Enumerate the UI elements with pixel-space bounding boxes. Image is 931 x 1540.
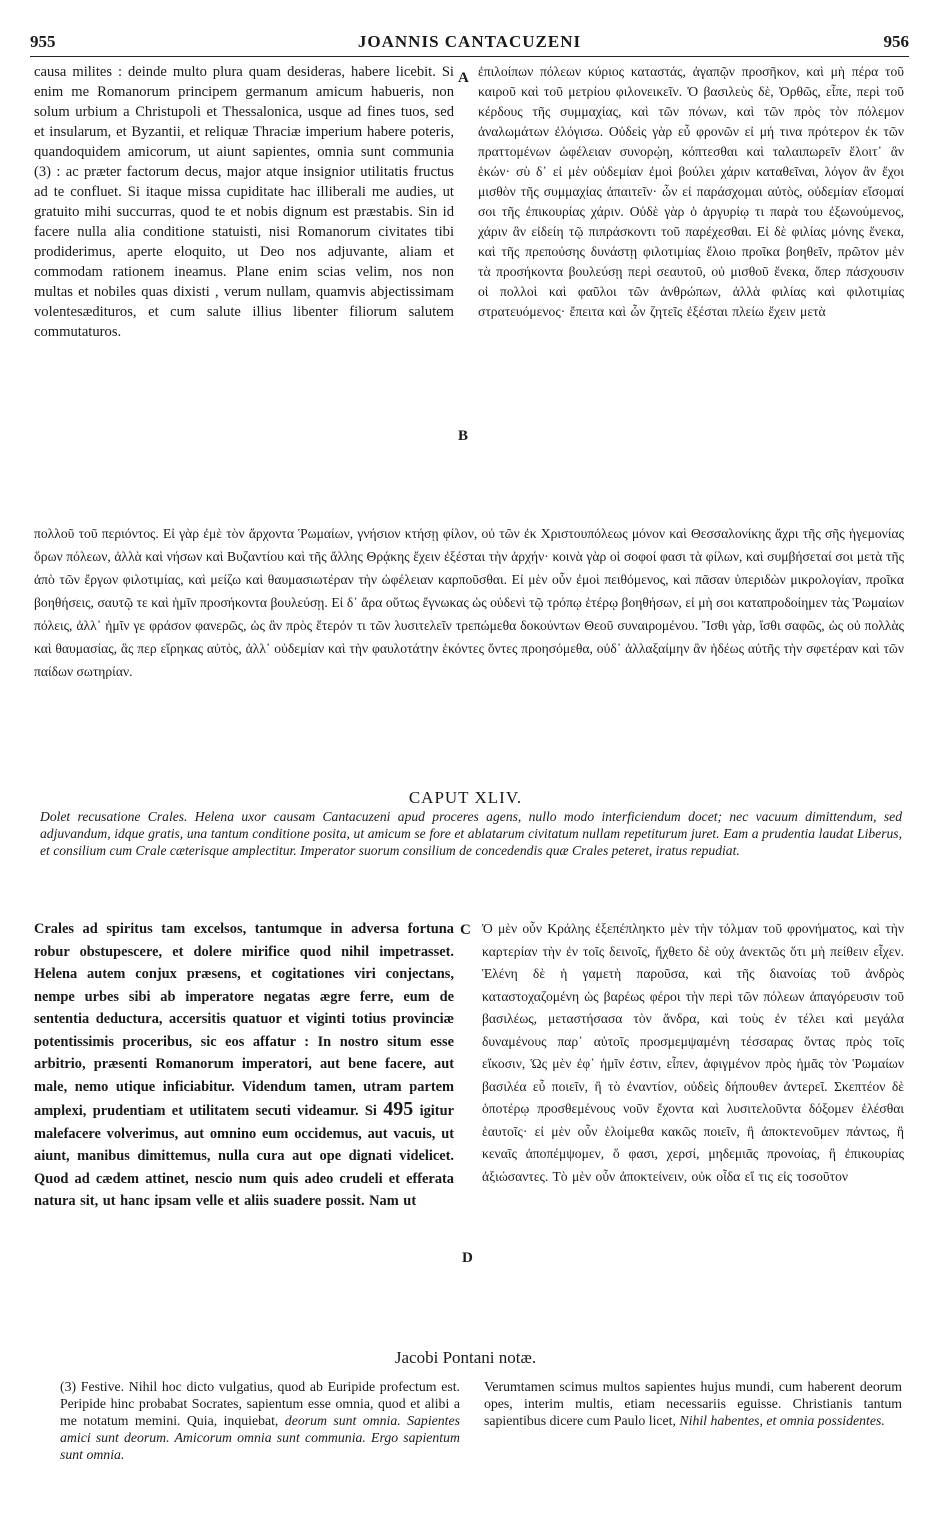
latin-column-bottom bbox=[34, 918, 454, 1213]
footnote-right-italic: Nihil habentes, et omnia possidentes. bbox=[679, 1413, 885, 1428]
greek-text-bottom: Ὁ μὲν οὖν Κράλης ἐξεπέπληκτο μὲν τὴν τόλμαν τοῦ φρονήματος, καὶ τὴν καρτερίαν τὴν ἐν τοῖς δεινοῖς, ἤχθετο δὲ οὐχ ἀνεκτῶς ὅτι μὴ πείθειν εἶχεν. Ἑλένη δὲ ἡ γαμετὴ παροῦσα, καὶ τῆς διανοίας τοῦ ἀνδρὸς καταστοχαζομένη ὡς βαρέως φέροι τὴν περὶ τῶν πόλεων ἀπαγόρευσιν τοῦ βασιλέως, μεταστήσασα τὸν ἄνδρα, καὶ τοὺς ἐν τέλει καὶ μεγάλα δυναμένους παρ᾽ αὐτοῖς προσμεμψαμένη τέσσαρας ὄντας πρὸς τοῖς εἴκοσιν, Ὡς μὲν ἐφ᾽ ἡμῖν ἐστιν, εἶπεν, ἀφιγμένον πρὸς ἡμᾶς τὸν Ῥωμαίων βασιλέα εὖ ποιεῖν, ἢ τὸ ἐναντίον, οὐδεὶς δήπουθεν ἀντερεῖ. Σκεπτέον δὲ ὁποτέρῳ προσθεμένους νοῦν ἔχοντα καὶ λυσιτελοῦντα δόξομεν ἑλέσθαι ἑαυτοῖς· εἰ μὲν οὖν ἑλοίμεθα κακῶς ποιεῖν, ἢ ἀποκτενοῦμεν πάντως, ἢ κεναῖς ἀποπέμψομεν, ὅ φασι, χερσί, μηδεμιᾶς προνοίας, ἢ ἐπικουρίας ἀξιώσαντες. Τὸ μὲν οὖν ἀποκτείνειν, οὐκ οἶδα εἴ τις εἰς τοσοῦτον bbox=[482, 921, 904, 1184]
greek-column-bottom bbox=[482, 918, 904, 1188]
footnote-left-text: (3) Festive. Nihil hoc dicto vulgatius, quod ab Euripide profectum est. Peripide hinc probabat Socrates, sapientum esse omnia, quod et alibi a me notatum memini. Quia, inquiebat, bbox=[60, 1379, 460, 1428]
notes-heading: Jacobi Pontani notæ. bbox=[394, 1348, 537, 1367]
greek-full-width-text: πολλοῦ τοῦ περιόντος. Εἰ γὰρ ἐμὲ τὸν ἄρχοντα Ῥωμαίων, γνήσιον κτήσῃ φίλον, οὐ τῶν ἐκ Χριστουπόλεως μόνον καὶ Θεσσαλονίκης ἄχρι τῆς σῆς ἡγεμονίας ὅρων πόλεων, ἀλλὰ καὶ νήσων καὶ Βυζαντίου καὶ τῆς ἄλλης Θρᾴκης ἔχειν ἐξέσται τὴν ἀρχήν· κοινὰ γὰρ οἱ σοφοί φασι τὰ φίλων, καὶ συμβήσεταί σοι μετὰ τῆς ἀπὸ τῶν ἔργων φιλοτιμίας, καὶ μείζω καὶ θαυμασιωτέραν τὴν ὠφέλειαν καρποῦσθαι. Εἰ μὲν οὖν ἐμοὶ πειθόμενος, καὶ πᾶσαν ὑπεριδὼν μικρολογίαν, προῖκα βοηθήσεις, σαυτῷ τε καὶ ἡμῖν προσήκοντα βουλεύσῃ. Εἰ δ᾽ ἄρα οὕτως ἔγνωκας ὡς οὐδενὶ τῷ τρόπῳ ἑτέρῳ βοηθήσων, εἰ μὴ σοι καταπροδοίημεν τὰς Ῥωμαίων πόλεις, ἀλλ᾽ ἡμῖν γε φράσον φανερῶς, ὡς ἂν πρὸς ἕτερόν τι τῶν λυσιτελεῖν τρεπώμεθα δοκούντων Θεοῦ συναιρομένου. Ἴσθι γὰρ, ἴσθι σαφῶς, ὡς οὐ πολλὰς καὶ θαυμασίας, ἃς περ εἴρηκας αὐτὸς, ἀλλ᾽ οὐδεμίαν καὶ τὴν φαυλοτάτην ἑκόντες ὄντες προησόμεθα, οὐδ᾽ ἀλλαξαίμην ἂν ἡδέως αὐτῆς τὴν σφετέραν καὶ τῶν παίδων σωτηρίαν. bbox=[34, 526, 904, 679]
edition-page-number: 495 bbox=[383, 1098, 414, 1120]
page-header bbox=[30, 30, 909, 57]
footnote-left-italic: deorum sunt omnia. Sapientes amici sunt deorum. Amicorum omnia sunt communia. Ergo sapientum sunt omnia. bbox=[60, 1413, 460, 1462]
greek-column-top bbox=[478, 62, 904, 322]
section-marker-c: C bbox=[460, 922, 471, 938]
chapter-heading: CAPUT XLIV. bbox=[408, 788, 523, 807]
section-marker-d: D bbox=[462, 1250, 473, 1266]
left-page-number: 955 bbox=[30, 32, 56, 51]
chapter-summary: Dolet recusatione Crales. Helena uxor causam Cantacuzeni apud proceres agens, nullo modo interficiendum docet; nec vacuum dimittendum, sed adjuvandum, idque gratis, una tantum conditione posita, ut amicum se fore et ablatarum civitatum nullam repetiturum juret. Eam a prudentia laudat Liberus, et consilium cum Crale cæterisque amplectitur. Imperator suorum consilium de concedendis quæ Crales peteret, iratus repudiat. bbox=[40, 809, 902, 858]
latin-text-bottom bbox=[34, 918, 454, 1213]
footnote-right-text: Verumtamen scimus multos sapientes hujus mundi, cum haberent deorum opes, interim multis, etiam necessariis eguisse. Christianis tantum sapientibus dicere cum Paulo licet, bbox=[484, 1379, 902, 1428]
footnote-right bbox=[484, 1378, 902, 1429]
running-title: JOANNIS CANTACUZENI bbox=[357, 32, 582, 51]
section-marker-b: B bbox=[458, 428, 469, 444]
section-marker-a: A bbox=[458, 70, 469, 86]
footnote-left bbox=[60, 1378, 460, 1463]
latin-text-bottom-a: Crales ad spiritus tam excelsos, tantumque in adversa fortuna robur obstupescere, et dolere mirifice quod nihil impetrasset. Helena autem conjux præsens, et cogitationes viri conjectans, nempe urbes sibi ab imperatore negatas ægre ferre, eum de sententia deductura, accersitis quatuor et viginti totius provinciæ potentissimis proceribus, sic eos affatur : In nostro situm esse arbitrio, præsenti Romanorum imperatori, aut bene facere, aut male, nemo utique inficiabitur. Videndum tamen, utram partem amplexi, prudentiam et utilitatem secuti videamur. Si bbox=[34, 921, 454, 1119]
latin-column-top bbox=[34, 62, 454, 342]
greek-text-top: ἐπιλοίπων πόλεων κύριος καταστάς, ἀγαπῷν προσῆκον, καὶ μὴ πέρα τοῦ καιροῦ καὶ τοῦ μετρίου φιλονεικεῖν. Ὁ βασιλεὺς δὲ, Ὀρθῶς, εἶπε, περὶ τοῦ κέρδους τῆς συμμαχίας, καὶ τῶν πόνων, καὶ τῶν πρὸς τὸν πόλεμον ἀναλωμάτων ἐλόγισω. Οὐδεὶς γὰρ εὖ φρονῶν εἰ μή τινα πρότερον ἐκ τῶν πραττομένων ὠφέλειαν συνορῴη, κόπτεσθαι καὶ ταλαιπωρεῖν ἕλοιτ᾽ ἂν ἑκών· σὺ δ᾽ εἰ μὲν οὐδεμίαν ἐμοὶ βούλει χάριν καταθεῖναι, λόγον ἂν ἔχοι μισθὸν τῆς συμμαχίας ἀπαιτεῖν· ὧν εἰ παράσχομαι αὐτὸς, οὐδεμίαν εἴσομαί σοι τῆς ἐπικουρίας χάριν. Οὐδὲ γὰρ ὁ ἀργυρίῳ τι παρὰ του ἐξωνούμενος, χάριν ἂν εἰδείη τῷ πιπράσκοντι τοῦ παρέχεσθαι. Εἰ δὲ φιλίας μόνης ἕνεκα, καὶ τῆς πρεπούσης δυνάστῃ φιλοτιμίας ἕλοιο προῖκα βοηθεῖν, πρῶτον μὲν τὰ προσήκοντα βουλεύσῃ περὶ σεαυτοῦ, οὐ μισθοῦ ἕνεκα, ὅπερ πάσχουσιν οἱ πολλοὶ καὶ φαῦλοι τῶν ἀνθρώπων, ἀλλὰ φιλίας καὶ φιλοτιμίας στρατευόμενος· ἔπειτα καὶ ὧν ζητεῖς ἐξέσται πλείω ἔχειν μετὰ bbox=[478, 64, 904, 319]
latin-text-top: causa milites : deinde multo plura quam desideras, habere licebit. Si enim me Romanorum principem germanum amicum habueris, non solum urbium a Christupoli et Thessalonica, usque ad fines tuos, sed et insularum, et Byzantii, et reliquæ Thraciæ imperium habere poteris, quandoquidem amicorum, ut aiunt sapientes, omnia sunt communia (3) : ac præter factorum decus, major atque insignior utilitatis fructus ad te confluet. Si itaque missa cupiditate hac illiberali me audies, ut gratuito mihi succurras, quod te et nobis dignum est præstabis. Sin id facere nulla alia conditione statuisti, nisi Romanorum civitates tibi prodiderimus, aperte eloquito, ut Deo nos adjuvante, aliam et commodam rationem ineamus. Plane enim scias velim, nos non multas et nobiles quas dixisti , verum nullam, quamvis abjectissimam volentesædituros, et cum salute illius libenter filiorum salutem commutaturos. bbox=[34, 64, 454, 340]
latin-text-bottom-b: igitur malefacere volverimus, aut omnino eum occidemus, aut vacuis, ut aiunt, manibus dimittemus, nulla cura aut ope dignati videlicet. Quod ad cædem attinet, nescio num quis adeo crudeli et efferata natura sit, ut hanc ipsam velle et aliis suadere possit. Nam ut bbox=[34, 1103, 454, 1209]
right-page-number: 956 bbox=[883, 32, 909, 51]
